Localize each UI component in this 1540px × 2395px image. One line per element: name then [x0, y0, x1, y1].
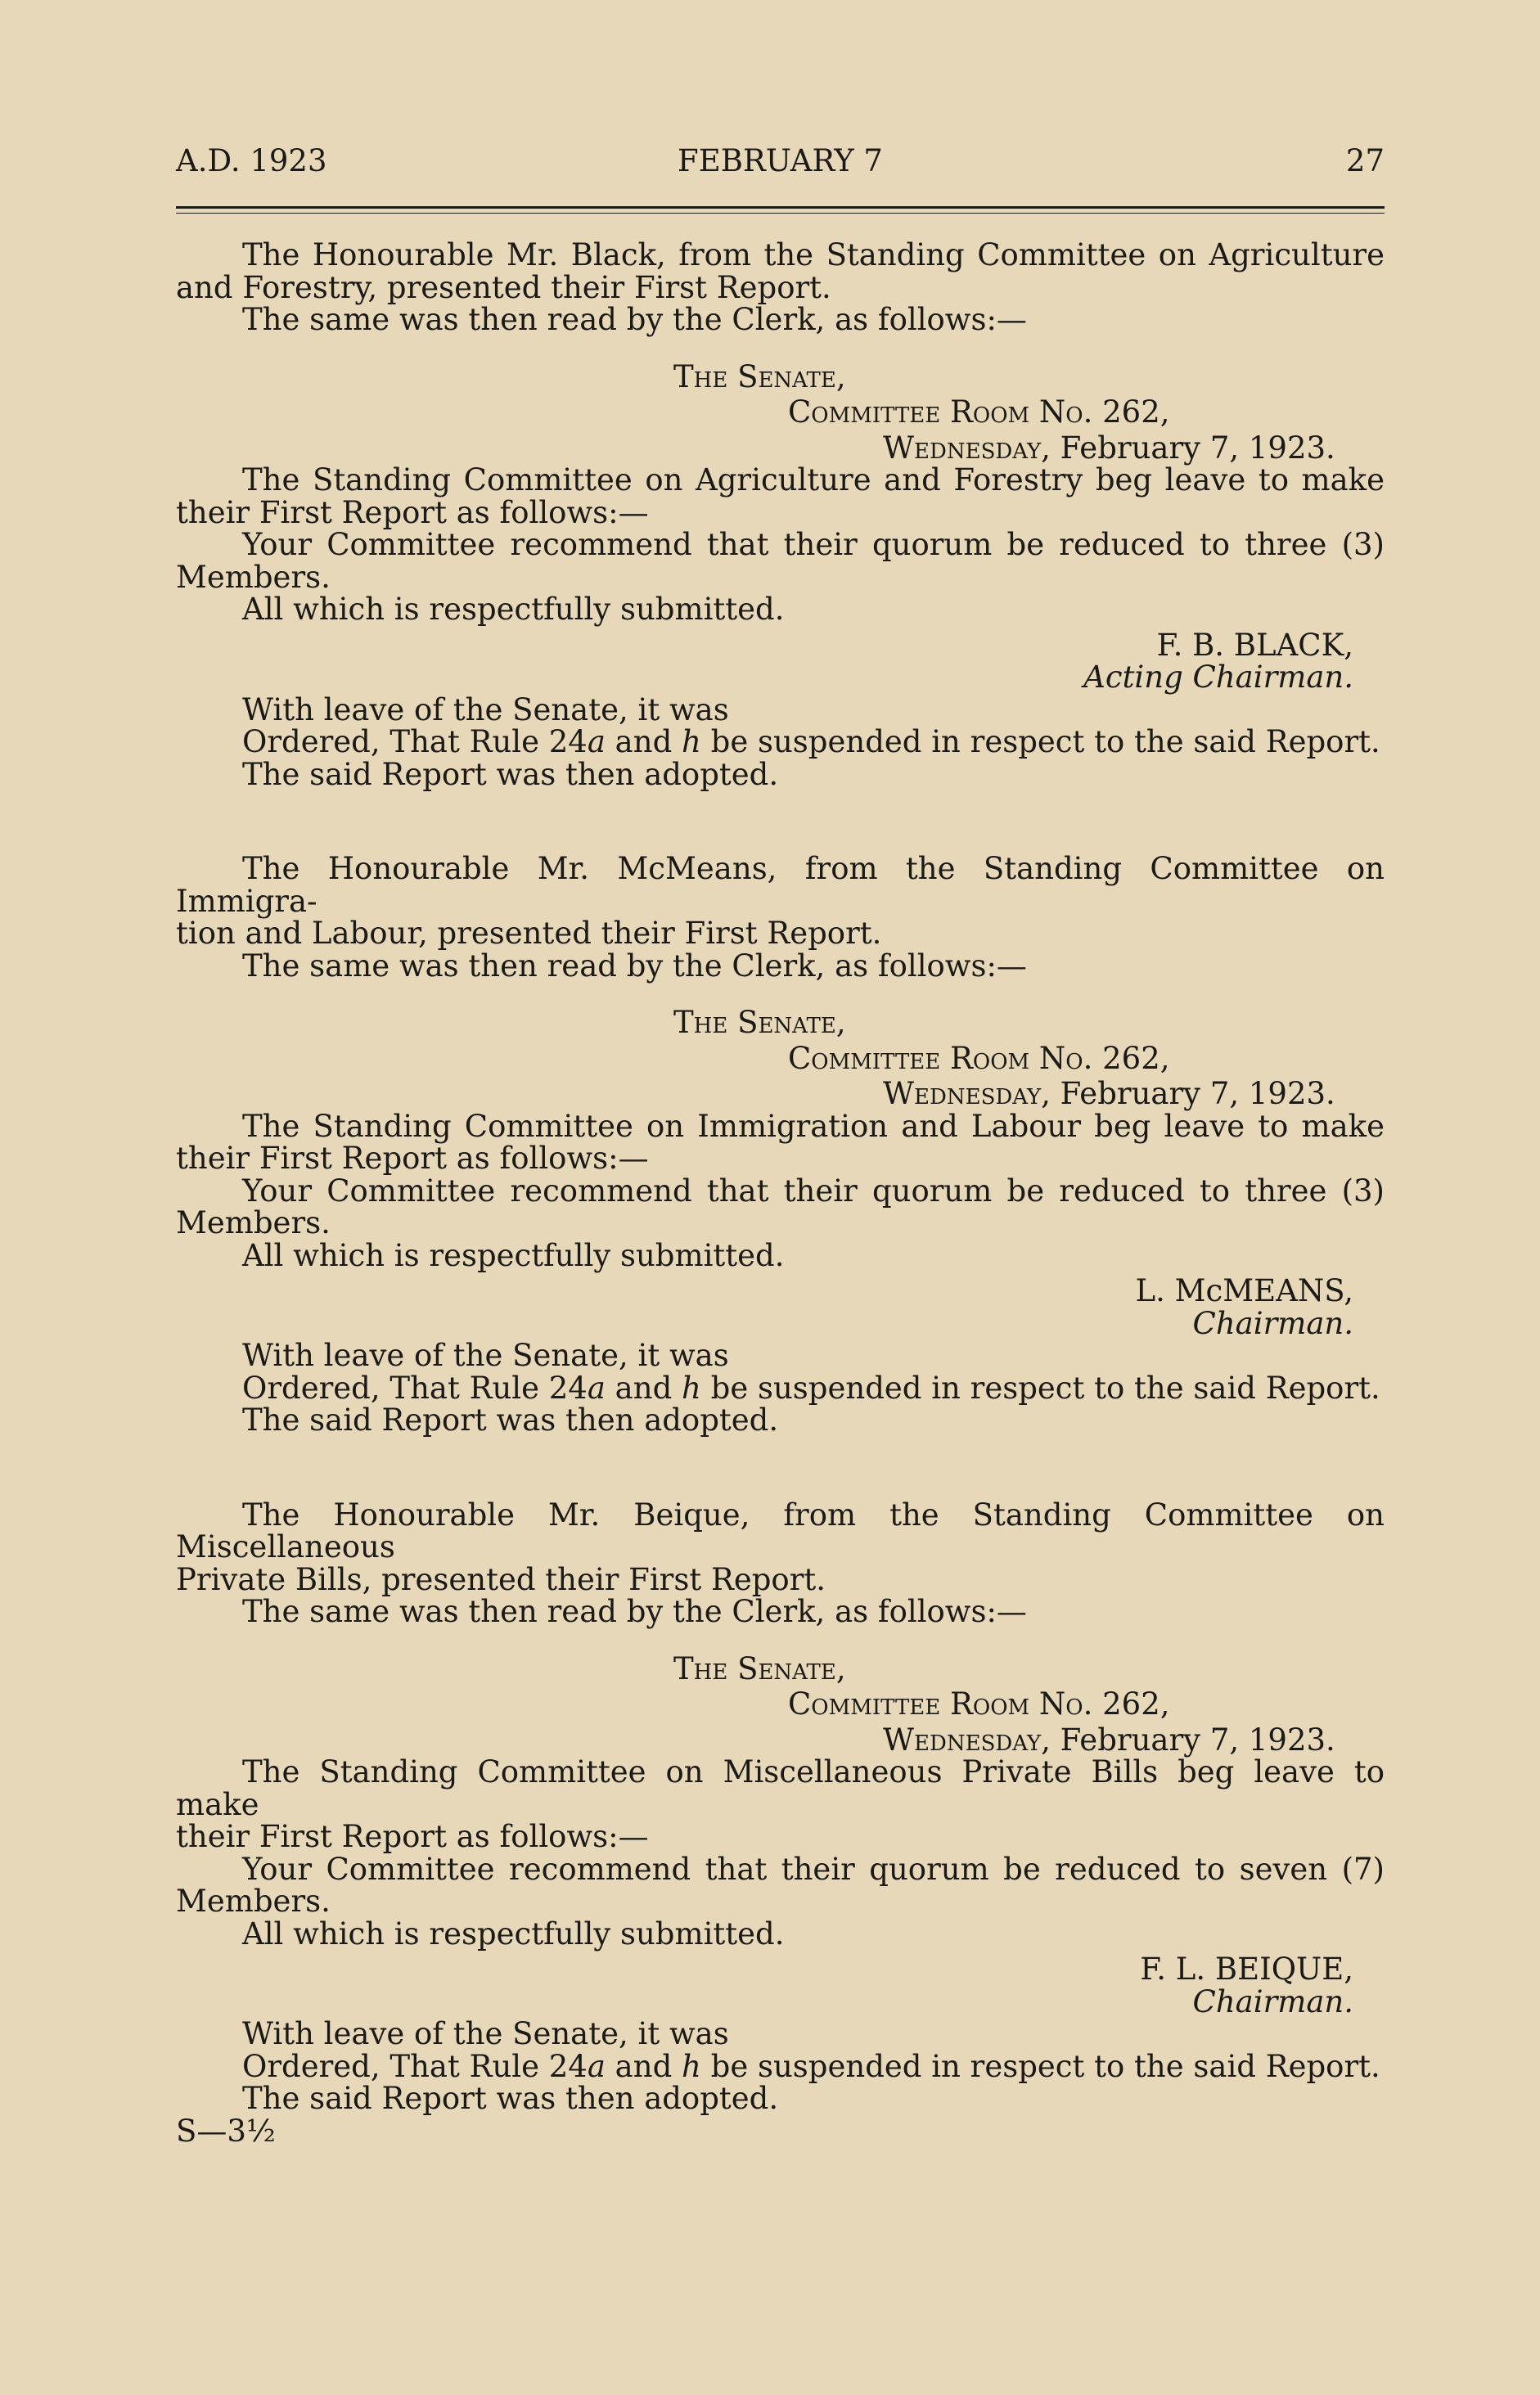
read-line: The same was then read by the Clerk, as follows:—: [242, 948, 1027, 984]
leave-line: The Standing Committee on Agriculture and Forestry beg leave to make: [242, 462, 1385, 497]
address-room: Committee Room No. 262,: [788, 1040, 1170, 1076]
header-rule: [176, 206, 1385, 214]
address-room: Committee Room No. 262,: [788, 394, 1170, 430]
read-line: The same was then read by the Clerk, as follows:—: [242, 302, 1027, 337]
submitted-line: All which is respectfully submitted.: [242, 1916, 785, 1952]
signer-name: L. McMEANS,: [1135, 1273, 1353, 1308]
section-gap: [176, 1437, 1385, 1499]
address-day: Wednesday,: [883, 1722, 1051, 1758]
adopted-line: The said Report was then adopted.: [242, 2081, 779, 2116]
ordered-line: Ordered, That Rule 24a and h be suspended in respect to the said Report.: [242, 724, 1380, 759]
address-senate: The Senate,: [673, 358, 846, 394]
page-header: [176, 141, 1385, 182]
quorum-line: Your Committee recommend that their quorum be reduced to three (3): [242, 1173, 1385, 1209]
signer-name: F. B. BLACK,: [1156, 627, 1353, 663]
quorum-line: Members.: [176, 1205, 331, 1240]
report-section: [176, 1499, 1385, 2148]
leave-line: their First Report as follows:—: [176, 1141, 649, 1176]
address-day: Wednesday,: [883, 430, 1051, 466]
signer-title: Acting Chairman.: [1083, 660, 1353, 695]
leave-line: The Standing Committee on Immigration and Labour beg leave to make: [242, 1108, 1385, 1144]
intro-line: The Honourable Mr. Black, from the Standing Committee on Agriculture: [242, 237, 1385, 272]
signer-title: Chairman.: [1192, 1305, 1353, 1341]
address-date: [176, 1078, 1385, 1110]
report-section: [176, 853, 1385, 1437]
adopted-line: The said Report was then adopted.: [242, 1402, 779, 1438]
quorum-line: Your Committee recommend that their quorum be reduced to seven (7): [242, 1851, 1385, 1887]
address-date-text: February 7, 1923.: [1060, 430, 1335, 466]
adopted-line: The said Report was then adopted.: [242, 756, 779, 792]
with-leave-line: With leave of the Senate, it was: [242, 1338, 729, 1373]
address-senate: The Senate,: [673, 1650, 846, 1686]
address-room: Committee Room No. 262,: [788, 1686, 1170, 1722]
submitted-line: All which is respectfully submitted.: [242, 1237, 785, 1273]
address-day: Wednesday,: [883, 1076, 1051, 1111]
read-line: The same was then read by the Clerk, as follows:—: [242, 1594, 1027, 1629]
header-year: A.D. 1923: [176, 143, 327, 178]
report-section: [176, 239, 1385, 790]
quorum-line: Members.: [176, 1884, 331, 1919]
document-body: [176, 239, 1385, 2147]
address-date-text: February 7, 1923.: [1060, 1076, 1335, 1111]
intro-line: and Forestry, presented their First Report.: [176, 269, 831, 305]
leave-line: The Standing Committee on Miscellaneous Private Bills beg leave to make: [176, 1754, 1385, 1822]
section-gap: [176, 790, 1385, 853]
header-date: FEBRUARY 7: [678, 143, 883, 178]
quorum-line: Members.: [176, 559, 331, 595]
address-senate: The Senate,: [673, 1005, 846, 1040]
intro-line: The Honourable Mr. Beique, from the Standing Committee on Miscellaneous: [176, 1497, 1385, 1564]
intro-line: The Honourable Mr. McMeans, from the Standing Committee on Immigra-: [176, 851, 1385, 919]
intro-line: Private Bills, presented their First Report.: [176, 1561, 826, 1597]
leave-line: their First Report as follows:—: [176, 494, 649, 530]
page-number: 27: [1345, 143, 1385, 178]
address-date: [176, 432, 1385, 465]
submitted-line: All which is respectfully submitted.: [242, 592, 785, 627]
ordered-line: Ordered, That Rule 24a and h be suspended in respect to the said Report.: [242, 1370, 1380, 1406]
signer-name: F. L. BEIQUE,: [1140, 1952, 1353, 1987]
address-date-text: February 7, 1923.: [1060, 1722, 1335, 1758]
quorum-line: Your Committee recommend that their quorum be reduced to three (3): [242, 527, 1385, 562]
ordered-line: Ordered, That Rule 24a and h be suspended in respect to the said Report.: [242, 2048, 1380, 2084]
footer-signature: S—3½: [176, 2113, 276, 2149]
intro-line: tion and Labour, presented their First Report.: [176, 916, 882, 951]
with-leave-line: With leave of the Senate, it was: [242, 691, 729, 727]
signer-title: Chairman.: [1192, 1983, 1353, 2019]
leave-line: their First Report as follows:—: [176, 1819, 649, 1854]
with-leave-line: With leave of the Senate, it was: [242, 2016, 729, 2051]
address-date: [176, 1724, 1385, 1757]
